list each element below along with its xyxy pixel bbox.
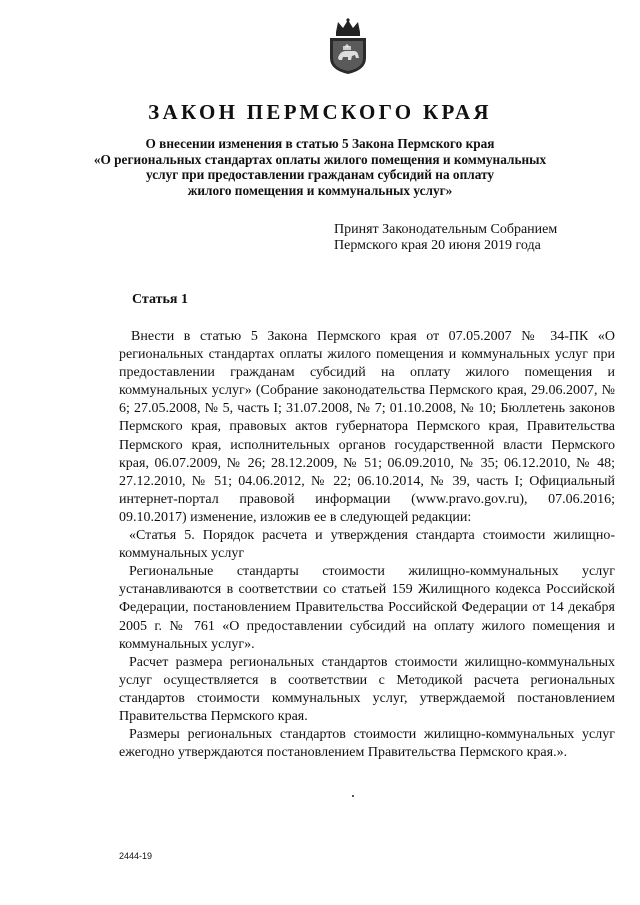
adoption-note [334, 222, 557, 254]
document-code: 2444-19 [119, 851, 153, 861]
law-subtitle-line: О внесении изменения в статью 5 Закона Пермского края [145, 136, 495, 151]
law-title: ЗАКОН ПЕРМСКОГО КРАЯ [148, 100, 492, 124]
coat-of-arms-icon [326, 18, 370, 76]
adoption-note-line: Пермского края 20 июня 2019 года [334, 238, 541, 253]
law-subtitle [90, 136, 550, 198]
law-subtitle-line: услуг при предоставлении гражданам субсидий на оплату [145, 167, 495, 182]
paragraph: Региональные стандарты стоимости жилищно-коммунальных услуг устанавливаются в соответствии со статьей 159 Жилищного кодекса Российской Федерации, постановлением Правительства Российской Федерации от 14 декабря 2005 г. № 761 «О предоставлении субсидий на оплату жилого помещения и коммунальных услуг». [119, 564, 615, 652]
paragraph: Размеры региональных стандартов стоимости жилищно-коммунальных услуг ежегодно утверждаются постановлением Правительства Пермского края.». [119, 727, 615, 761]
law-subtitle-line: «О региональных стандартах оплаты жилого помещения и коммунальных [93, 151, 547, 167]
paragraph: Внести в статью 5 Закона Пермского края от 07.05.2007 № 34-ПК «О региональных стандартах оплаты жилого помещения и коммунальных услуг при предоставлении гражданам субсидий на оплату жилого помещения и коммунальных услуг» (Собрание законодательства Пермского края, 29.06.2007, № 6; 27.05.2008, № 5, часть I; 31.07.2008, № 7; 01.10.2008, № 10; Бюллетень законов Пермского края, правовых актов губернатора Пермского края, Правительства Пермского края, исполнительных органов государственной власти Пермского края, 06.07.2009, № 26; 28.12.2009, № 51; 06.09.2010, № 35; 06.12.2010, № 48; 27.12.2010, № 51; 04.06.2012, № 22; 06.10.2014, № 39, часть I; Официальный интернет-портал правовой информации (www.pravo.gov.ru), 07.06.2016; 09.10.2017) изменение, изложив ее в следующей редакции: [119, 329, 615, 525]
adoption-note-line: Принят Законодательным Собранием [334, 222, 558, 237]
paragraph: Расчет размера региональных стандартов стоимости жилищно-коммунальных услуг осуществляется в соответствии с Методикой расчета региональных стандартов стоимости коммунальных услуг, утверждаемой постановлением Правительства Пермского края. [119, 654, 615, 724]
scan-speck [352, 795, 354, 797]
law-subtitle-line: жилого помещения и коммунальных услуг» [187, 182, 453, 198]
paragraph: «Статья 5. Порядок расчета и утверждения стандарта стоимости жилищно-коммунальных услуг [119, 528, 615, 562]
article-heading: Статья 1 [132, 292, 188, 307]
article-body [119, 328, 615, 762]
